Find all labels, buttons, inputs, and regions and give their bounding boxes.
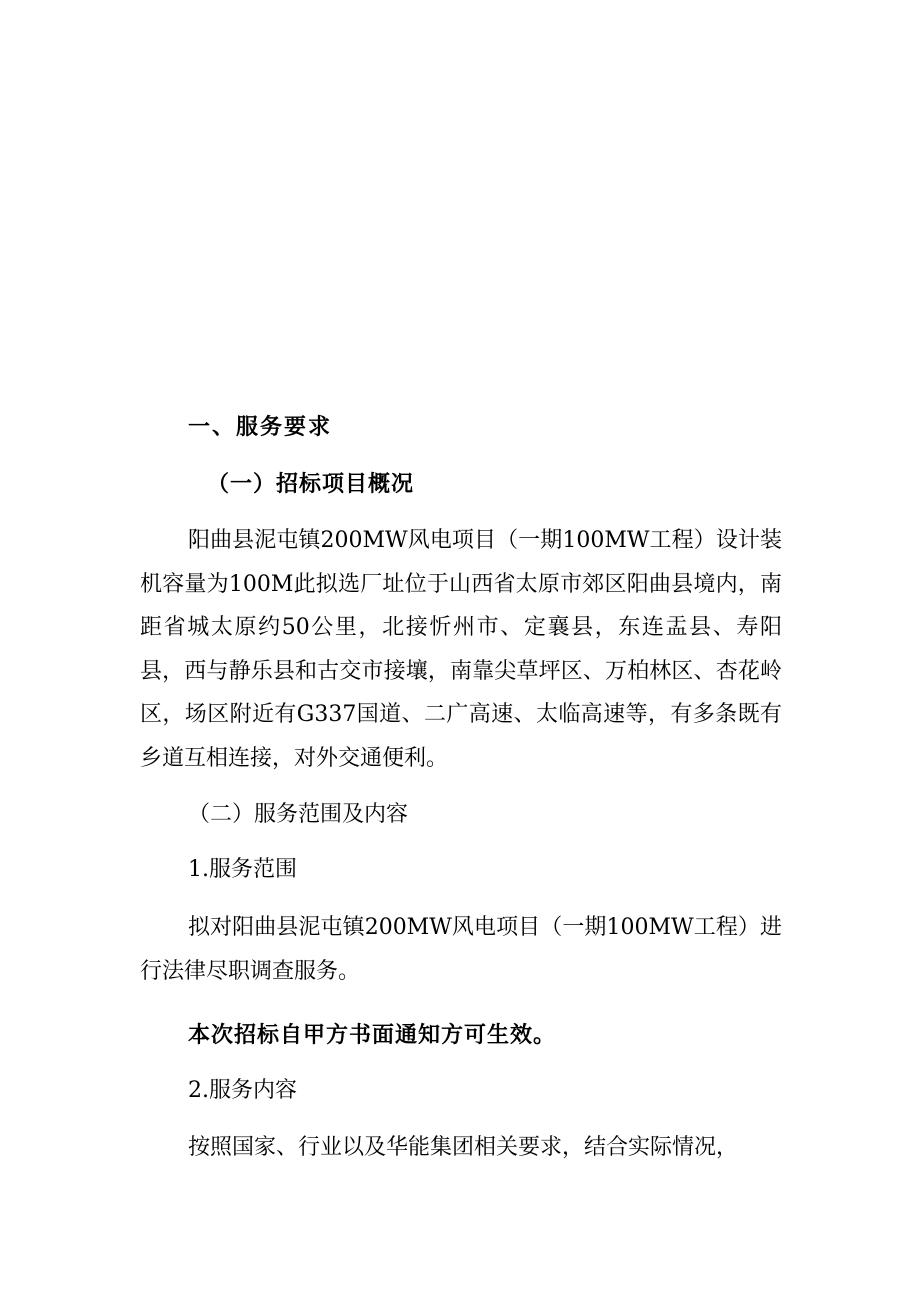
service-content-title: 2.服务内容 <box>188 1078 297 1103</box>
service-scope-paragraph: 拟对阳曲县泥屯镇200MW风电项目（一期100MW工程）进行法律尽职调查服务。 <box>140 915 782 984</box>
scope-section-title: （二）服务范围及内容 <box>188 802 409 827</box>
bid-effective-notice: 本次招标自甲方书面通知方可生效。 <box>188 1022 557 1048</box>
service-content-paragraph: 按照国家、行业以及华能集团相关要求，结合实际情况， <box>188 1135 739 1160</box>
overview-paragraph: 阳曲县泥屯镇200MW风电项目（一期100MW工程）设计装机容量为100M此拟选厂址位于山西省太原市郊区阳曲县境内，南距省城太原约50公里，北接忻州市、定襄县，东连盂县、寿阳县，西与静乐县和古交市接壤，南靠尖草坪区、万柏林区、杏花岭区，场区附近有G337国道、二广高速、太临高速等，有多条既有乡道互相连接，对外交通便利。 <box>140 528 782 771</box>
service-scope-title: 1.服务范围 <box>188 857 297 882</box>
overview-title: （一）招标项目概况 <box>207 471 415 497</box>
section-title: 一、服务要求 <box>188 414 333 440</box>
